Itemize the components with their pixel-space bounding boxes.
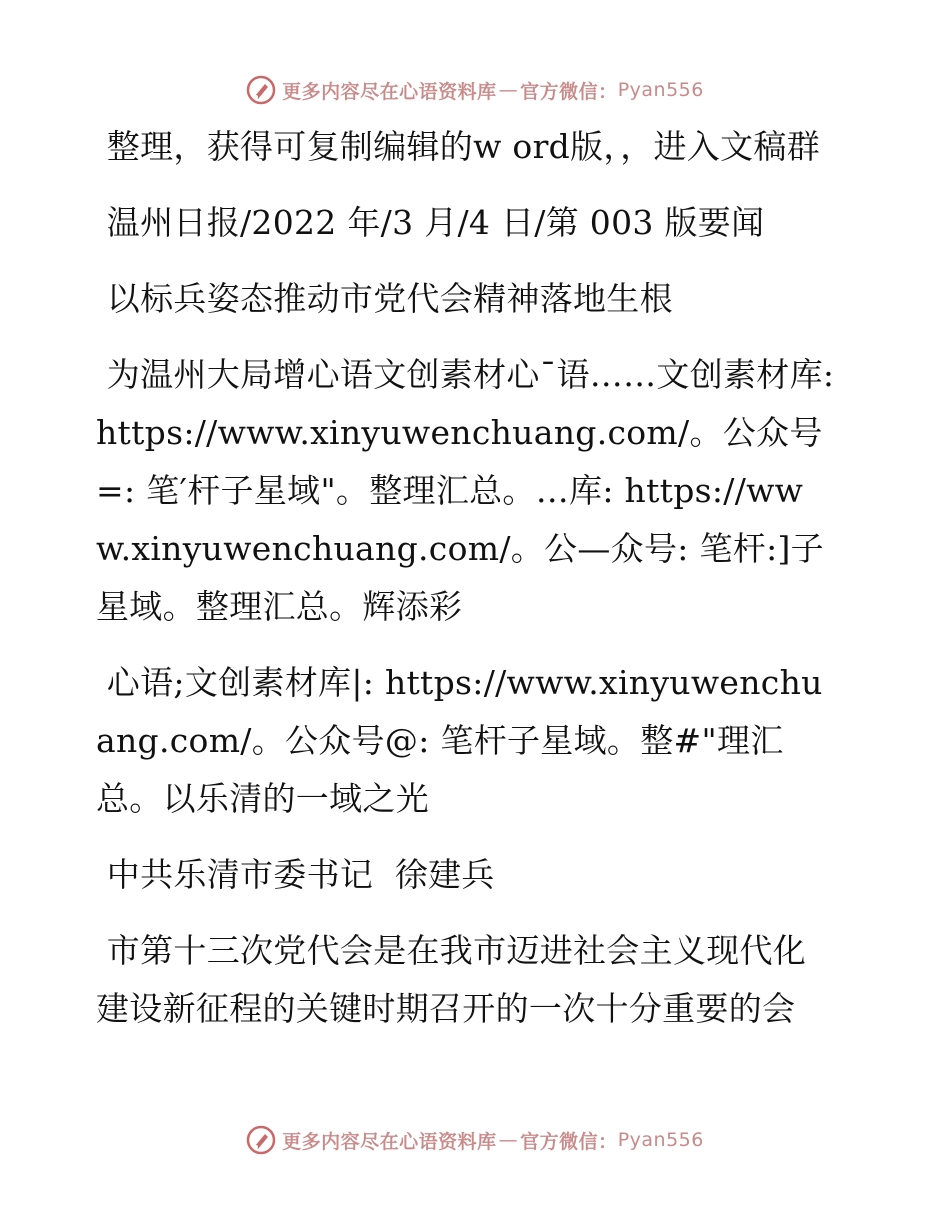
paragraph-headline: 以标兵姿态推动市党代会精神落地生根 (96, 279, 673, 318)
pen-logo-icon (246, 1125, 276, 1155)
document-body (96, 118, 846, 1056)
footer-watermark (0, 1120, 950, 1160)
paragraph-author: 中共乐清市委书记 徐建兵 (96, 855, 495, 894)
watermark-id: Pyan556 (617, 79, 704, 101)
paragraph-source: 温州日报/2022 年/3 月/4 日/第 003 版要闻 (96, 203, 765, 242)
paragraph-intro: 整理，获得可复制编辑的w ord版，，进入文稿群 (96, 127, 820, 166)
header-watermark (0, 70, 950, 110)
paragraph-subtitle: 为温州大局增心语文创素材心¯语……文创素材库: https://www.xinyuwenchuang.com/。公众号=: 笔′杆子星域"。整理汇总。…库: https://www.xinyuwenchuang.com/。公—众号: 笔杆:]子星域。整理汇总。辉添彩 (96, 355, 846, 626)
watermark-separator: — (498, 1129, 519, 1151)
paragraph-subtitle-cont: 心语;文创素材库|: https://www.xinyuwenchuang.com/。公众号@: 笔杆子星域。整#"理汇总。以乐清的一域之光 (96, 663, 823, 818)
watermark-official: 官方微信： (520, 80, 618, 103)
paragraph-body: 市第十三次党代会是在我市迈进社会主义现代化建设新征程的关键时期召开的一次十分重要的会 (96, 931, 807, 1028)
watermark-id: Pyan556 (617, 1129, 704, 1151)
watermark-text: 更多内容尽在心语资料库 (282, 80, 497, 103)
pen-logo-icon (246, 75, 276, 105)
watermark-separator: — (498, 79, 519, 101)
watermark-official: 官方微信： (520, 1130, 618, 1153)
watermark-text: 更多内容尽在心语资料库 (282, 1130, 497, 1153)
